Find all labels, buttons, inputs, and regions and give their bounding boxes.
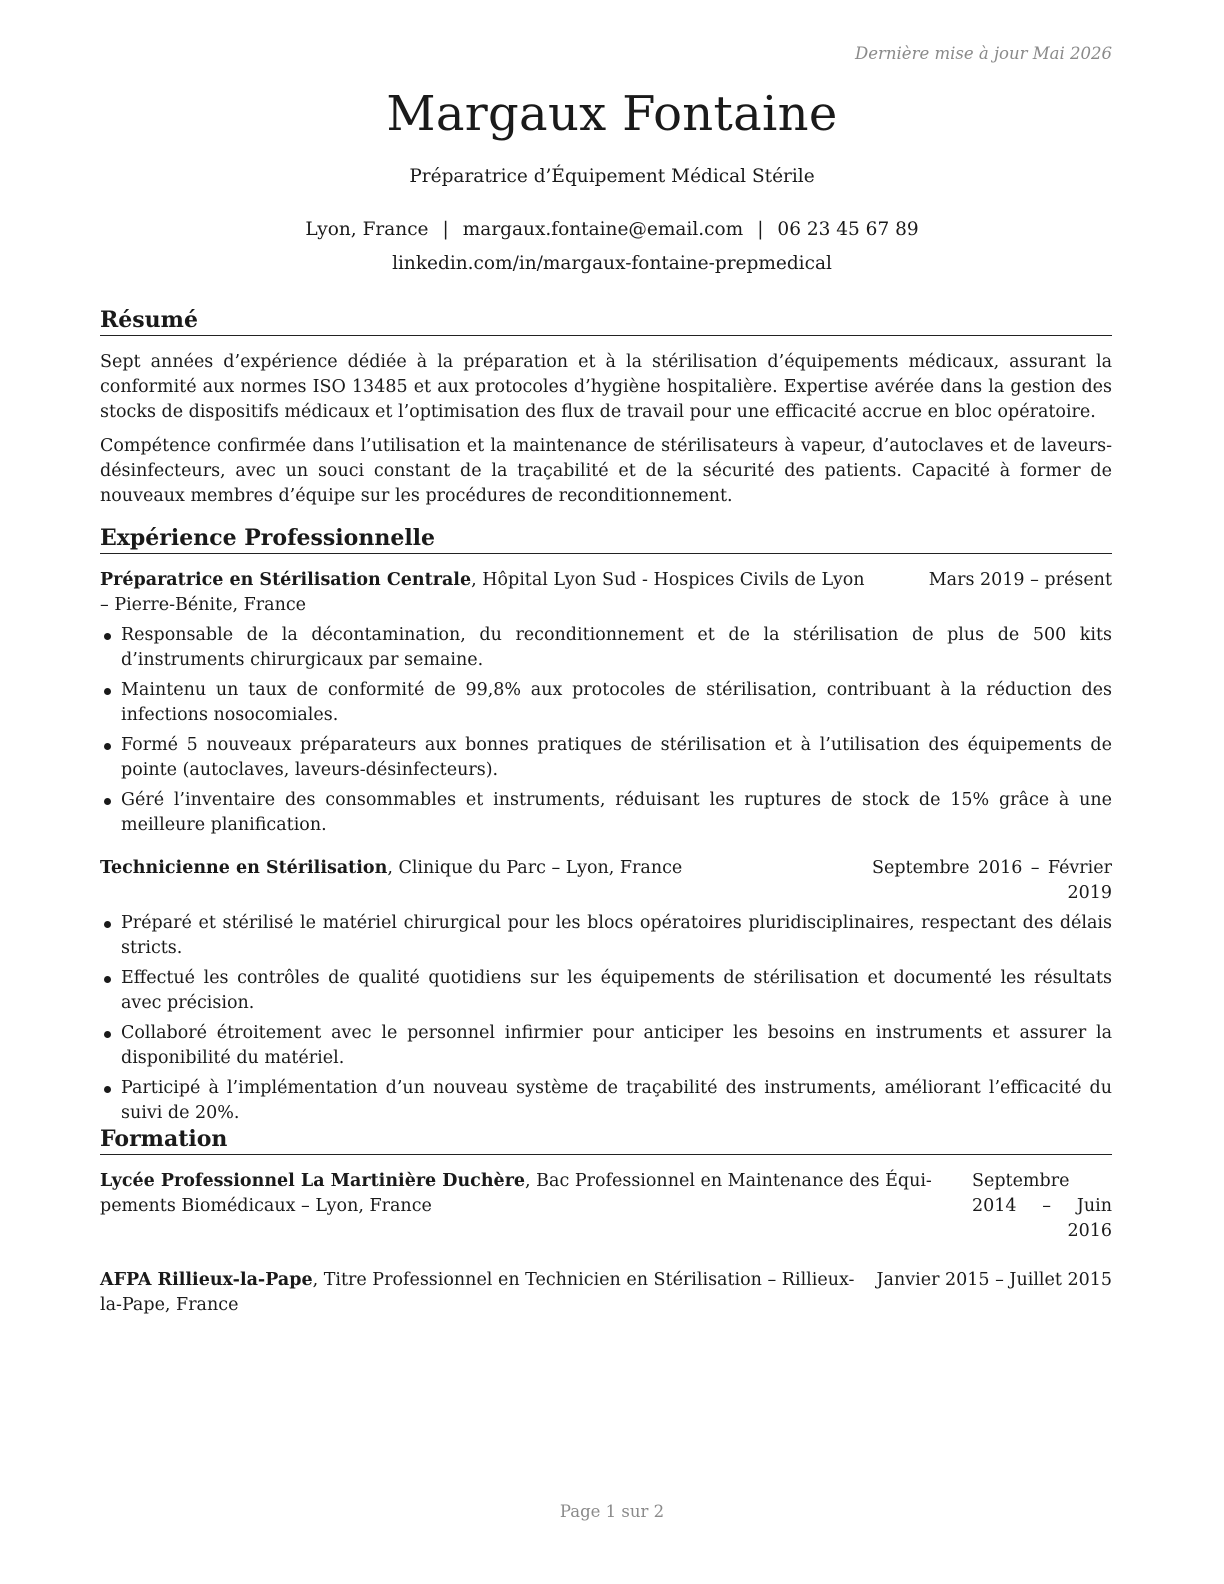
summary-paragraph: Compétence confirmée dans l’utilisation et la maintenance de stérilisateurs à vapeur, d’autoclaves et de laveurs-désinfecteurs, avec un souci constant de la traçabilité et de la sécurité des patients. Capacité à former de nouveaux membres d’équipe sur les procédures de reconditionnement. xyxy=(100,436,1112,506)
list-item: Géré l’inventaire des consommables et instruments, réduisant les ruptures de stock de 15% grâce à une meilleure planification. xyxy=(100,788,1112,838)
summary-paragraph: Sept années d’expérience dédiée à la préparation et à la stérilisation d’équipements médicaux, assurant la conformité aux normes ISO 13485 et aux protocoles d’hygiène hospitalière. Expertise avérée dans la gestion des stocks de dispositifs médicaux et l’optimisation des flux de travail pour une efficacité accrue en bloc opératoire. xyxy=(100,352,1112,422)
phone: 06 23 45 67 89 xyxy=(777,219,919,240)
section-title-resume: Résumé xyxy=(100,306,1112,336)
page-number: Page 1 sur 2 xyxy=(559,1502,665,1521)
job-entry xyxy=(100,856,1112,1126)
education-section xyxy=(100,1125,1112,1318)
last-updated: Dernière mise à jour Mai 2026 xyxy=(855,44,1112,63)
job-header xyxy=(100,856,1112,906)
job-bullets xyxy=(100,623,1112,838)
job-dates: Mars 2019 – présent xyxy=(928,570,1112,590)
job-role-place xyxy=(100,568,929,618)
list-item: Formé 5 nouveaux préparateurs aux bonnes pratiques de stérilisation et à l’utilisation des équipements de pointe (autoclaves, laveurs-désinfecteurs). xyxy=(100,733,1112,783)
list-item: Responsable de la décontamination, du reconditionnement et de la stérilisation de plus de 500 kits d’instruments chirurgicaux par semaine. xyxy=(100,623,1112,673)
experience-section xyxy=(100,524,1112,1131)
job-title: Préparatrice d’Équipement Médical Stérile xyxy=(409,166,815,187)
list-item: Maintenu un taux de conformité de 99,8% aux protocoles de stérilisation, contribuant à la réduction des infections nosocomiales. xyxy=(100,678,1112,728)
job-header xyxy=(100,568,1112,618)
list-item: Collaboré étroitement avec le personnel infirmier pour anticiper les besoins en instruments et assurer la disponibilité du matériel. xyxy=(100,1021,1112,1071)
education-detail: , Bac Professionnel en Maintenance des Équi-pements Biomédicaux – Lyon, France xyxy=(100,1171,932,1216)
separator: | xyxy=(442,219,449,240)
email-link[interactable]: margaux.fontaine@email.com xyxy=(462,219,744,240)
job-role: Technicienne en Stérilisation xyxy=(100,858,388,878)
education-entry xyxy=(100,1169,1112,1244)
education-school: Lycée Professionnel La Martinière Duchère xyxy=(100,1171,526,1191)
resume-section xyxy=(100,306,1112,509)
linkedin-link[interactable]: linkedin.com/in/margaux-fontaine-prepmedical xyxy=(392,253,832,274)
job-entry xyxy=(100,568,1112,838)
education-school-detail xyxy=(100,1268,877,1318)
education-dates: Janvier 2015 – Juillet 2015 xyxy=(876,1270,1112,1290)
section-title-education: Formation xyxy=(100,1125,1112,1155)
separator: | xyxy=(757,219,764,240)
section-title-experience: Expérience Professionnelle xyxy=(100,524,1112,554)
education-entry xyxy=(100,1268,1112,1318)
education-school-detail xyxy=(100,1169,972,1244)
job-place: , Hôpital Lyon Sud - Hospices Civils de Lyon – Pierre-Bénite, France xyxy=(100,570,865,615)
job-place: , Clinique du Parc – Lyon, France xyxy=(387,858,683,878)
contact-line xyxy=(0,219,1224,240)
list-item: Préparé et stérilisé le matériel chirurgical pour les blocs opératoires pluridisciplinaires, respectant des délais stricts. xyxy=(100,911,1112,961)
list-item: Participé à l’implémentation d’un nouveau système de traçabilité des instruments, améliorant l’efficacité du suivi de 20%. xyxy=(100,1076,1112,1126)
job-bullets xyxy=(100,911,1112,1126)
job-dates: Septembre 2016 – Février 2019 xyxy=(872,858,1112,903)
education-dates: Septembre 2014 – Juin 2016 xyxy=(972,1171,1112,1241)
list-item: Effectué les contrôles de qualité quotidiens sur les équipements de stérilisation et documenté les résultats avec précision. xyxy=(100,966,1112,1016)
job-role: Préparatrice en Stérilisation Centrale xyxy=(100,570,472,590)
candidate-name: Margaux Fontaine xyxy=(386,86,838,142)
location: Lyon, France xyxy=(305,219,429,240)
education-detail: , Titre Professionnel en Technicien en Stérilisation – Rillieux-la-Pape, France xyxy=(100,1270,855,1315)
job-role-place xyxy=(100,856,872,906)
education-school: AFPA Rillieux-la-Pape xyxy=(100,1270,313,1290)
